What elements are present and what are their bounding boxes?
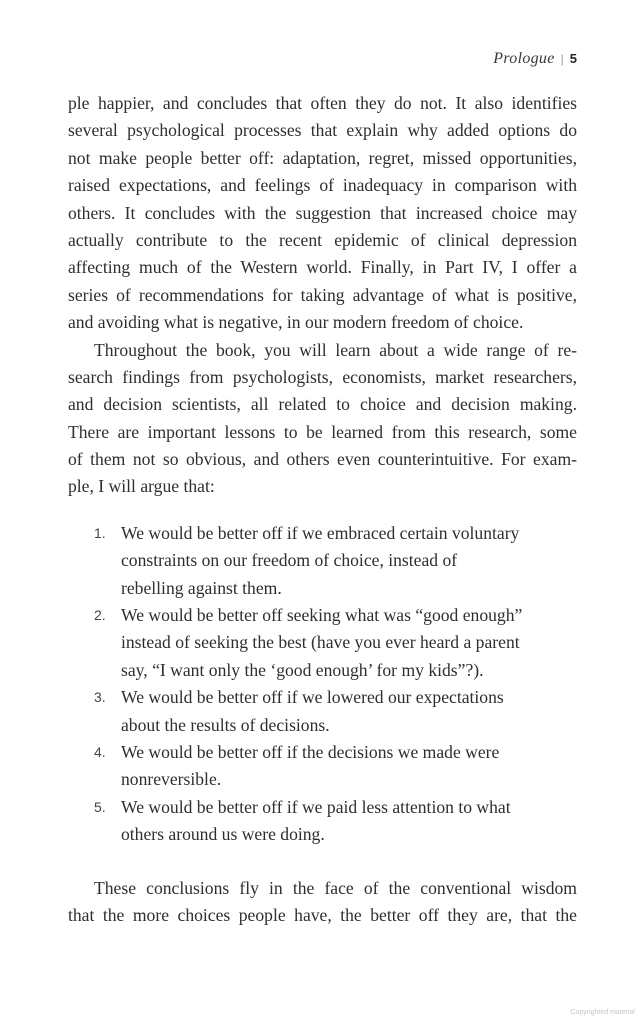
text-line: instead of seeking the best (have you ever heard a parent [121,632,520,653]
paragraph-1 [68,90,577,337]
list-number: 2. [94,607,106,624]
list-item [94,602,577,684]
text-line: constraints on our freedom of choice, instead of [121,550,458,571]
body-text [68,90,577,929]
text-line: affecting much of the Western world. Finally, in Part IV, I offer a [68,257,577,278]
text-line: We would be better off if the decisions we made were [121,741,500,762]
text-line: We would be better off if we embraced certain voluntary [121,522,520,543]
text-line: We would be better off if we lowered our expectations [121,687,504,708]
list-item [94,794,577,849]
list-item [94,684,577,739]
list-number: 4. [94,743,106,760]
running-head-section: Prologue [493,50,555,67]
paragraph-3 [68,875,577,930]
text-line: raised expectations, and feelings of inadequacy in comparison with [68,175,577,196]
list-item [94,739,577,794]
text-line: search findings from psychologists, economists, market researchers, [68,366,577,387]
text-line: of them not so obvious, and others even counterintuitive. For exam- [68,449,577,470]
text-line: These conclusions fly in the face of the conventional wisdom [94,877,577,898]
text-line: several psychological processes that explain why added options do [68,120,577,141]
text-line: actually contribute to the recent epidemic of clinical depression [68,229,577,250]
copyright-watermark: Copyrighted material [570,1009,635,1016]
text-line: about the results of decisions. [121,714,330,735]
text-line: nonreversible. [121,769,222,790]
text-line: and decision scientists, all related to choice and decision making. [68,394,577,415]
paragraph-2 [68,337,577,501]
spacer [68,501,577,520]
numbered-list [94,520,577,849]
spacer [68,849,577,875]
text-line: and avoiding what is negative, in our modern freedom of choice. [68,312,524,333]
running-head-separator: | [560,52,564,66]
running-head [493,50,577,68]
list-number: 3. [94,689,106,706]
text-line: series of recommendations for taking advantage of what is positive, [68,284,577,305]
list-number: 1. [94,524,106,541]
text-line: We would be better off if we paid less attention to what [121,796,511,817]
text-line: ple, I will argue that: [68,476,215,497]
text-line: say, “I want only the ‘good enough’ for my kids”?). [121,659,484,680]
text-line: others around us were doing. [121,824,325,845]
text-line: rebelling against them. [121,577,282,598]
text-line: ple happier, and concludes that often they do not. It also identifies [68,93,577,113]
text-line: Throughout the book, you will learn about a wide range of re- [94,339,577,360]
text-line: We would be better off seeking what was “good enough” [121,605,523,626]
text-line: that the more choices people have, the better off they are, that the [68,904,577,925]
list-number: 5. [94,798,106,815]
text-line: others. It concludes with the suggestion that increased choice may [68,202,577,223]
text-line: There are important lessons to be learned from this research, some [68,421,577,442]
page-number: 5 [569,51,577,66]
list-item [94,520,577,602]
text-line: not make people better off: adaptation, regret, missed opportunities, [68,147,577,168]
